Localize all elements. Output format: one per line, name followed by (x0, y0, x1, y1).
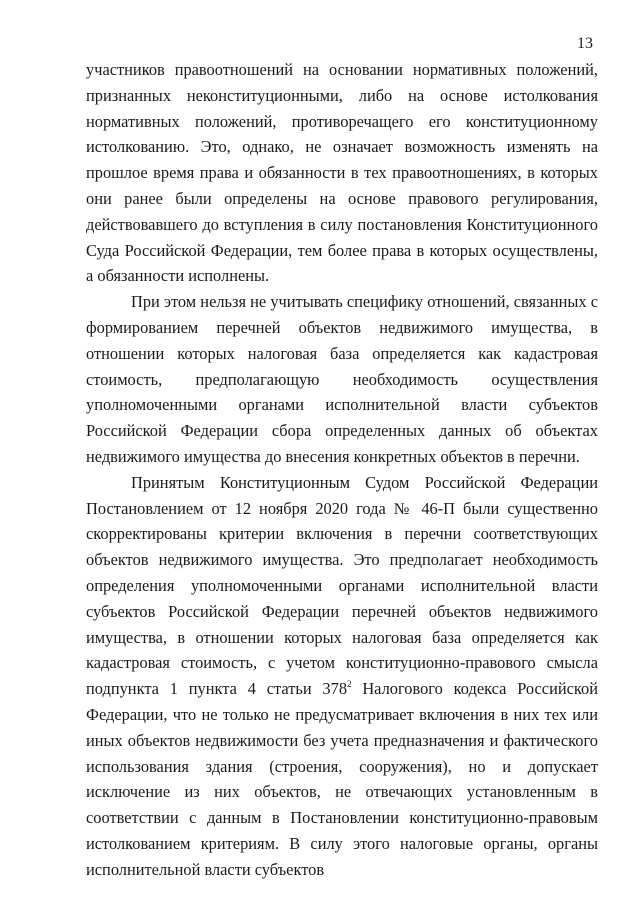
paragraph-resolution-text-after: Налогового кодекса Российской Федерации, что не только не предусматривает включения в них тех или иных объектов недвижимости без учета предназначения и фактического использования здания (строения, сооружения), но и допускает исключение из них объектов, не отвечающих установленным в соответствии с данным в Постановлении конституционно-правовым истолкованием критериям. В силу этого налоговые органы, органы исполнительной власти субъектов (86, 679, 598, 879)
paragraph-resolution (86, 470, 598, 883)
page-number: 13 (577, 35, 593, 52)
paragraph-resolution-text-before: Принятым Конституционным Судом Российской Федерации Постановлением от 12 ноября 2020 года № 46-П были существенно скорректированы критерии включения в перечни соответствующих объектов недвижимого имущества. Это предполагает необходимость определения уполномоченными органами исполнительной власти субъектов Российской Федерации перечней объектов недвижимого имущества, в отношении которых налоговая база определяется как кадастровая стоимость, с учетом конституционно-правового смысла подпункта 1 пункта 4 статьи 378 (86, 472, 598, 699)
paragraph-specifics: При этом нельзя не учитывать специфику отношений, связанных с формированием перечней объектов недвижимого имущества, в отношении которых налоговая база определяется как кадастровая стоимость, предполагающую необходимость осуществления уполномоченными органами исполнительной власти субъектов Российской Федерации сбора определенных данных об объектах недвижимого имущества до внесения конкретных объектов в перечни. (86, 292, 598, 466)
article-superscript: 2 (347, 679, 352, 690)
paragraph-continued: участников правоотношений на основании нормативных положений, признанных неконституционными, либо на основе истолкования нормативных положений, противоречащего его конституционному истолкованию. Это, однако, не означает возможность изменять на прошлое время права и обязанности в тех правоотношениях, в которых они ранее были определены на основе правового регулирования, действовавшего до вступления в силу постановления Конституционного Суда Российской Федерации, тем более права в которых осуществлены, а обязанности исполнены. (86, 60, 598, 286)
document-body (86, 57, 598, 883)
